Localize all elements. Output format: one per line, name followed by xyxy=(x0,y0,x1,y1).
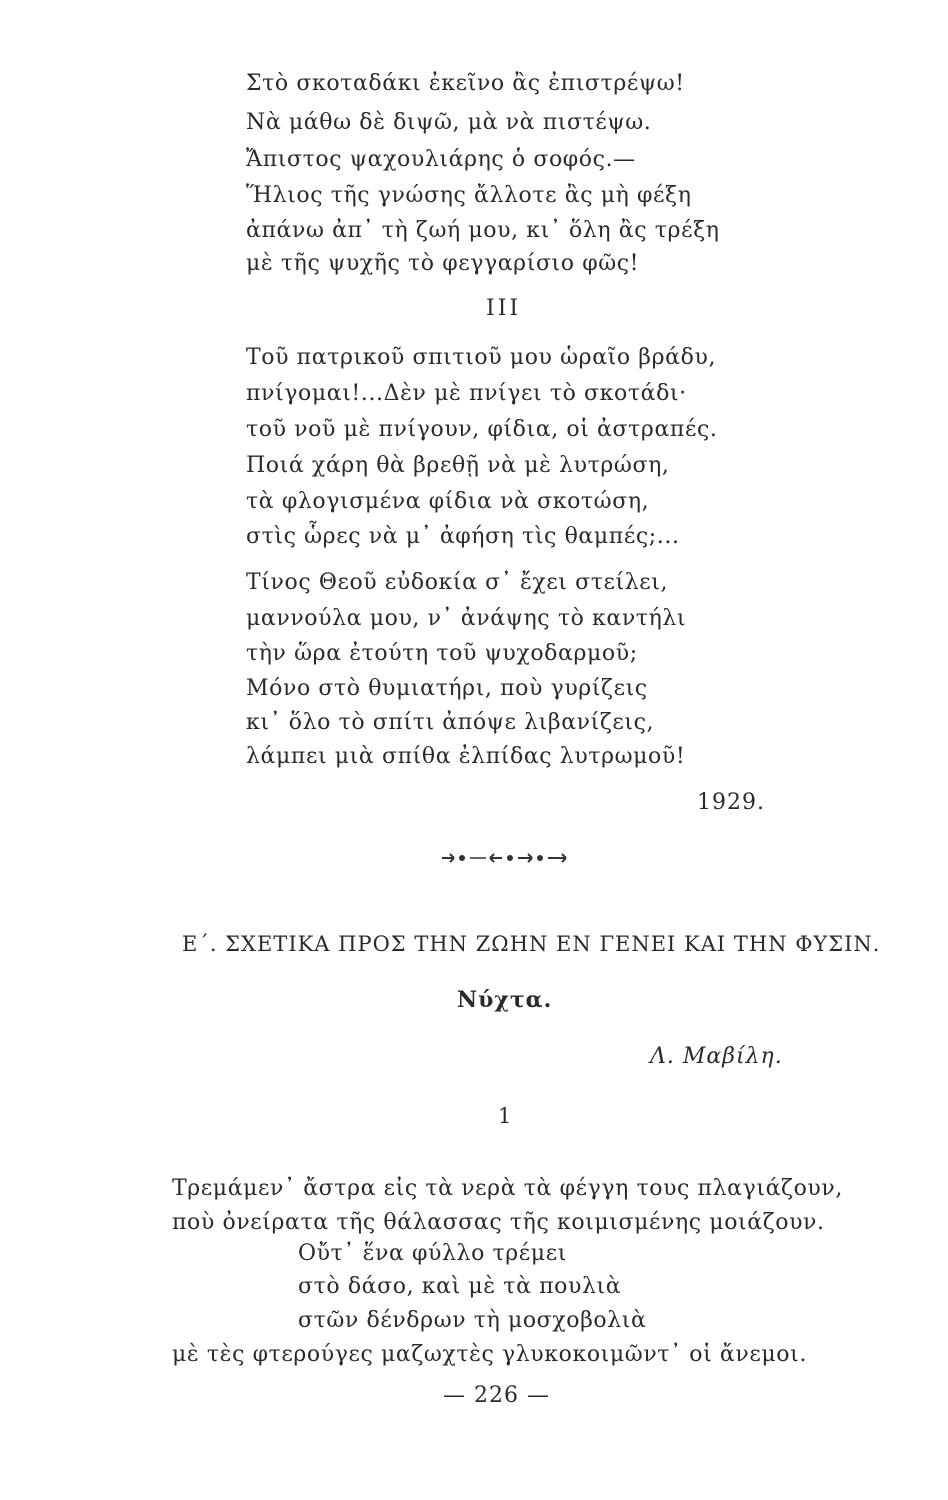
stanza-4-line-3: Οὔτ᾿ ἕνα φύλλο τρέμει xyxy=(298,1241,567,1266)
stanza-3-line-4: Μόνο στὸ θυμιατήρι, ποὺ γυρίζεις xyxy=(246,676,648,701)
stanza-3-line-2: μαννούλα μου, ν᾿ ἀνάψης τὸ καντήλι xyxy=(246,606,687,631)
stanza-4-line-4: στὸ δάσο, καὶ μὲ τὰ πουλιὰ xyxy=(298,1274,622,1299)
section-numeral: III xyxy=(486,296,522,321)
stanza-1-line-5: ἀπάνω ἀπ᾿ τὴ ζωή μου, κι᾿ ὅλη ἂς τρέξη xyxy=(246,218,720,243)
stanza-1-line-2: Νὰ μάθω δὲ διψῶ, μὰ νὰ πιστέψω. xyxy=(246,110,652,135)
stanza-1-line-1: Στὸ σκοταδάκι ἐκεῖνο ἂς ἐπιστρέψω! xyxy=(246,71,685,96)
stanza-2-line-2: πνίγομαι!...Δὲν μὲ πνίγει τὸ σκοτάδι· xyxy=(246,381,687,406)
stanza-1-line-6: μὲ τῆς ψυχῆς τὸ φεγγαρίσιο φῶς! xyxy=(246,251,640,276)
stanza-2-line-4: Ποιά χάρη θὰ βρεθῇ νὰ μὲ λυτρώση, xyxy=(246,453,670,478)
stanza-3-line-1: Τίνος Θεοῦ εὐδοκία σ᾿ ἔχει στείλει, xyxy=(246,570,669,595)
stanza-4-line-5: στῶν δένδρων τὴ μοσχοβολιὰ xyxy=(298,1308,647,1333)
poem-title: Νύχτα. xyxy=(457,987,553,1013)
stanza-1-line-3: Ἄπιστος ψαχουλιάρης ὁ σοφός.— xyxy=(246,147,636,172)
part-number: 1 xyxy=(498,1104,512,1128)
stanza-3-line-3: τὴν ὥρα ἐτούτη τοῦ ψυχοδαρμοῦ; xyxy=(246,641,638,666)
stanza-3-line-5: κι᾿ ὅλο τὸ σπίτι ἀπόψε λιβανίζεις, xyxy=(246,710,655,735)
stanza-1-line-4: Ἥλιος τῆς γνώσης ἄλλοτε ἂς μὴ φέξη xyxy=(246,183,692,208)
poem-year: 1929. xyxy=(697,790,765,815)
stanza-2-line-3: τοῦ νοῦ μὲ πνίγουν, φίδια, οἱ ἀστραπές. xyxy=(246,417,718,442)
stanza-4-line-1: Τρεμάμεν᾿ ἄστρα εἰς τὰ νερὰ τὰ φέγγη τους πλαγιάζουν, xyxy=(172,1176,843,1201)
stanza-2-line-1: Τοῦ πατρικοῦ σπιτιοῦ μου ὡραῖο βράδυ, xyxy=(246,345,717,370)
section-heading: Ε΄. ΣΧΕΤΙΚΑ ΠΡΟΣ ΤΗΝ ΖΩΗΝ ΕΝ ΓΕΝΕΙ ΚΑΙ ΤΗΝ ΦΥΣΙΝ. xyxy=(182,932,881,956)
stanza-4-line-2: ποὺ ὀνείρατα τῆς θάλασσας τῆς κοιμισμένης μοιάζουν. xyxy=(172,1210,825,1235)
stanza-4-line-6: μὲ τὲς φτερούγες μαζωχτὲς γλυκοκοιμῶντ᾿ οἱ ἄνεμοι. xyxy=(172,1342,807,1367)
stanza-2-line-6: στὶς ὧρες νὰ μ᾿ ἀφήση τὶς θαμπές;... xyxy=(246,524,680,549)
page-number: — 226 — xyxy=(443,1383,550,1408)
poem-author: Λ. Μαβίλη. xyxy=(650,1044,783,1069)
ornament-divider xyxy=(440,850,570,866)
stanza-3-line-6: λάμπει μιὰ σπίθα ἐλπίδας λυτρωμοῦ! xyxy=(246,744,686,769)
stanza-2-line-5: τὰ φλογισμένα φίδια νὰ σκοτώση, xyxy=(246,489,650,514)
